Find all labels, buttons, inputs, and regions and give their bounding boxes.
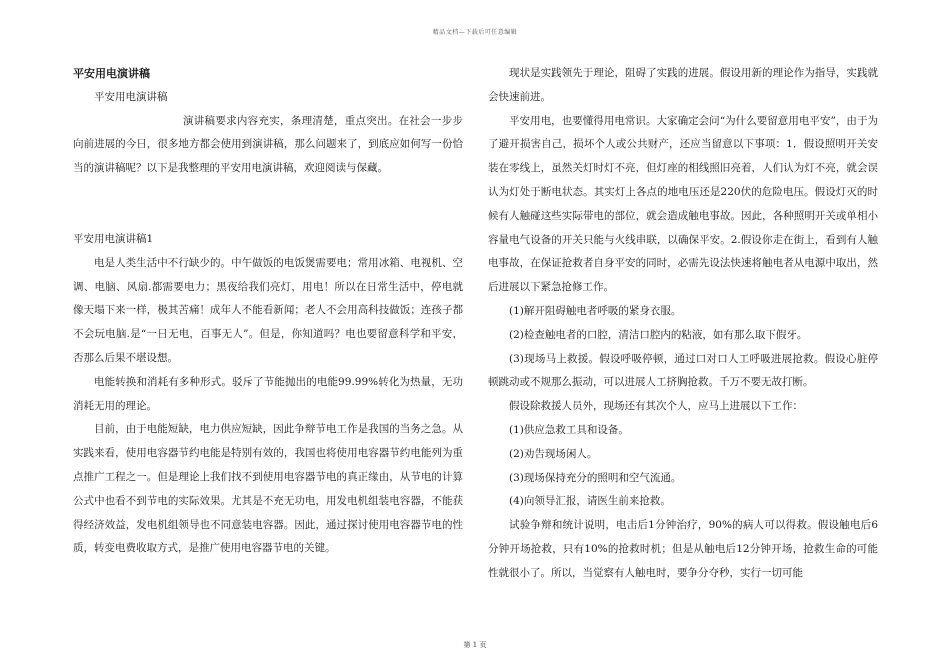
- list-item: (3)现场马上救援。假设呼吸停顿，通过口对口人工呼吸进展抢救。假设心脏停顿跳动或不规那么振动，可以进展人工挤胸抢救。千万不要无故打断。: [488, 352, 878, 389]
- list-item: (1)解开阻碍触电者呼吸的紧身衣服。: [509, 304, 682, 317]
- list-item: (2)检查触电者的口腔，清洁口腔内的粘液，如有那么取下假牙。: [509, 328, 808, 341]
- list-item: (2)劝告现场闲人。: [509, 447, 598, 460]
- paragraph: 试验争辩和统计说明，电击后1分钟治疗，90%的病人可以得救。假设触电后6分钟开场抢救，只有10%的抢救时机；但是从触电后12分钟开场，抢救生命的可能性就很小了。所以，当觉察有人触电时，要争分夺秒，实行一切可能: [488, 519, 878, 579]
- list-item: (4)向领导汇报，请医生前来抢救。: [509, 495, 671, 508]
- paragraph: 目前，由于电能短缺，电力供应短缺，因此争辩节电工作是我国的当务之急。从实践来看，使用电容器节约电能是特别有效的，我国也将使用电容器节约电能列为重点推广工程之一。但是理论上我们找不到使用电容器节电的真正缘由，从节电的计算公式中也看不到节电的实际效果。尤其是不充无功电，用发电机组装电容器，不能获得经济效益，发电机组领导也不同意装电容器。因此，通过探讨使用电容器节电的性质，转变电费收取方式，是推广使用电容器节电的关键。: [73, 423, 463, 555]
- paragraph: 电是人类生活中不行缺少的。中午做饭的电饭煲需要电；常用冰箱、电视机、空调、电脑、风扇.都需要电力；黑夜给我们亮灯，用电！所以在日常生活中，停电就像天塌下来一样，极其苦痛！成年人不能看新闻；老人不会用高科技做饭；连孩子都不会玩电脑.是“一日无电，百事无人”。但是，你知道吗？电也要留意科学和平安，否那么后果不堪设想。: [73, 256, 463, 364]
- document-subtitle: 平安用电演讲稿: [94, 90, 168, 103]
- list-item: (3)现场保持充分的照明和空气流通。: [509, 471, 682, 484]
- section-heading: 平安用电演讲稿1: [73, 232, 154, 245]
- paragraph: 假设除救援人员外，现场还有其次个人，应马上进展以下工作：: [509, 400, 803, 413]
- section-gap: [73, 181, 463, 228]
- page-header: 精品文档—下载后可任意编辑: [432, 29, 518, 36]
- right-column: [488, 62, 878, 586]
- left-column: [73, 62, 463, 561]
- intro-paragraph: 演讲稿要求内容充实，条理清楚，重点突出。在社会一步步向前进展的今日，很多地方都会使用到演讲稿，那么问题来了，到底应如何写一份恰当的演讲稿呢？以下是我整理的平安用电演讲稿，欢迎阅读与保藏。: [73, 114, 463, 175]
- paragraph: 现状是实践领先于理论，阻碍了实践的进展。假设用新的理论作为指导，实践就会快速前进。: [488, 67, 878, 103]
- document-title: 平安用电演讲稿: [73, 67, 150, 80]
- paragraph: 平安用电，也要懂得用电常识。大家确定会问“为什么要留意用电平安”，由于为了避开损害自己，损坏个人或公共财产，还应当留意以下事项：1．假设照明开关安装在零线上，虽然关灯时灯不亮，但灯座的相线照旧亮着，人们认为灯不亮，就会误认为灯处于断电状态。其实灯上各点的地电压还是220伏的危险电压。假设灯灭的时候有人触碰这些实际带电的部位，就会造成触电事故。因此，各种照明开关或单相小容量电气设备的开关只能与火线串联，以确保平安。2.假设你走在街上，看到有人触电事故，在保证抢救者自身平安的同时，必需先设法快速将触电者从电源中取出，然后进展以下紧急抢修工作。: [488, 114, 878, 294]
- page-number: 第 1 页: [463, 641, 487, 649]
- list-item: (1)供应急救工具和设备。: [509, 423, 629, 436]
- paragraph: 电能转换和消耗有多种形式。驳斥了节能抛出的电能99.99%转化为热量，无功消耗无用的理论。: [73, 375, 463, 412]
